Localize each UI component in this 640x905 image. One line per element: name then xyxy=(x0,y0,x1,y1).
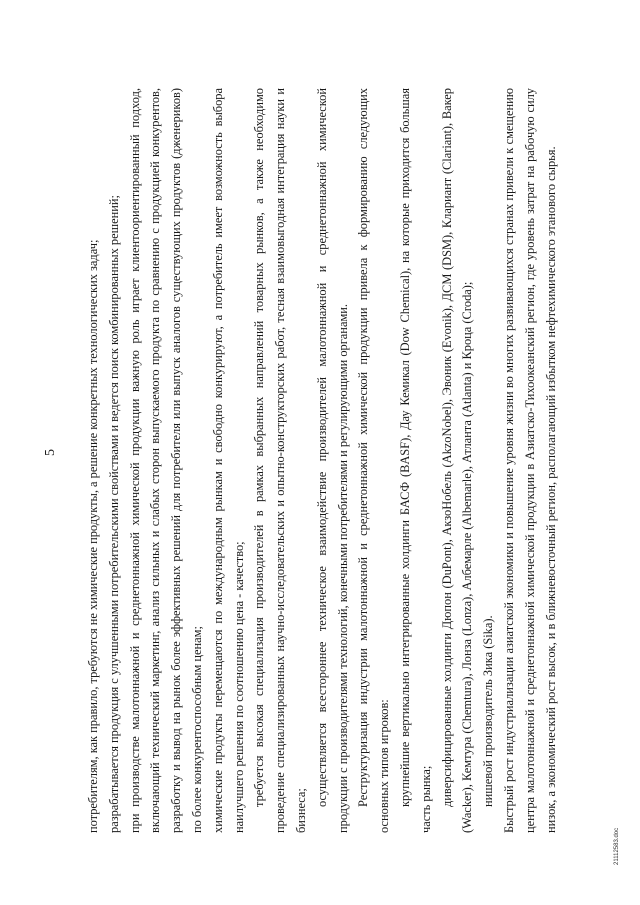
page-number: 5 xyxy=(43,449,58,456)
paragraph: при производстве малотоннажной и среднетоннажной химической продукции важную роль играет клиентоориентированный подход, включающий технический маркетинг, анализ сильных и слабых сторон выпускаемого продукта по сравнению с продукцией конкурентов, разработку и вывод на рынок более эффективных решений для потребителя или выпуск аналогов существующих продуктов (дженериков) по более конкурентоспособным ценам; xyxy=(127,88,204,833)
paragraph: крупнейшие вертикально интегрированные холдинги БАСФ (BASF), Дау Кемикал (Dow Chemical), на которые приходится большая часть рынка; xyxy=(397,88,433,833)
paragraph: Реструктуризация индустрии малотоннажной и среднетоннажной химической продукции привела к формированию следующих основных типов игроков: xyxy=(356,88,392,833)
paragraph: диверсифицированные холдинги Дюпон (DuPont), АкзоНобель (AkzoNobel), Эвоник (Evonik), ДСМ (DSM), Клариант (Clariant), Вакер (Wacker), Кемтура (Chemtura), Лонза (Lonza), Албемарле (Albemarle), Атланта (Atlanta) и Кроца (Croda); xyxy=(439,88,475,833)
paragraph: потребителям, как правило, требуются не химические продукты, а решение конкретных технологических задач; xyxy=(86,239,100,833)
paragraph: Быстрый рост индустриализации азиатской экономики и повышение уровня жизни во многих развивающихся странах привели к смещению центра малотоннажной и среднетоннажной химической продукции в Азиатско-Тихоокеанский регион, где уровень затрат на рабочую силу низок, а экономический рост высок, и в ближневосточный регион, располагающий избытком нефтехимического этанового сырья. xyxy=(501,88,558,833)
paragraph: химические продукты перемещаются по международным рынкам и свободно конкурируют, а потребитель имеет возможность выбора наилучшего решения по соотношению цена - качество; xyxy=(210,88,246,833)
paragraph: разрабатывается продукция с улучшенными потребительскими свойствами и ведется поиск комбинированных решений; xyxy=(106,195,121,833)
footer-file-code: 21112583.doc xyxy=(614,827,620,865)
paragraph: осуществляется всестороннее техническое взаимодействие производителей малотоннажной и среднетоннажной химической продукции с производителями технологий, конечными потребителями и регулирующими органами. xyxy=(314,88,350,833)
paragraph: требуется высокая специализация производителей в рамках выбранных направлений товарных рынков, а также необходимо проведение специализированных научно-исследовательских и опытно-конструкторских работ, тесная взаимовыгодная интеграция науки и бизнеса; xyxy=(252,88,308,833)
document-body xyxy=(83,88,561,833)
paragraph: нишевой производитель Зика (Sika). xyxy=(481,615,496,807)
